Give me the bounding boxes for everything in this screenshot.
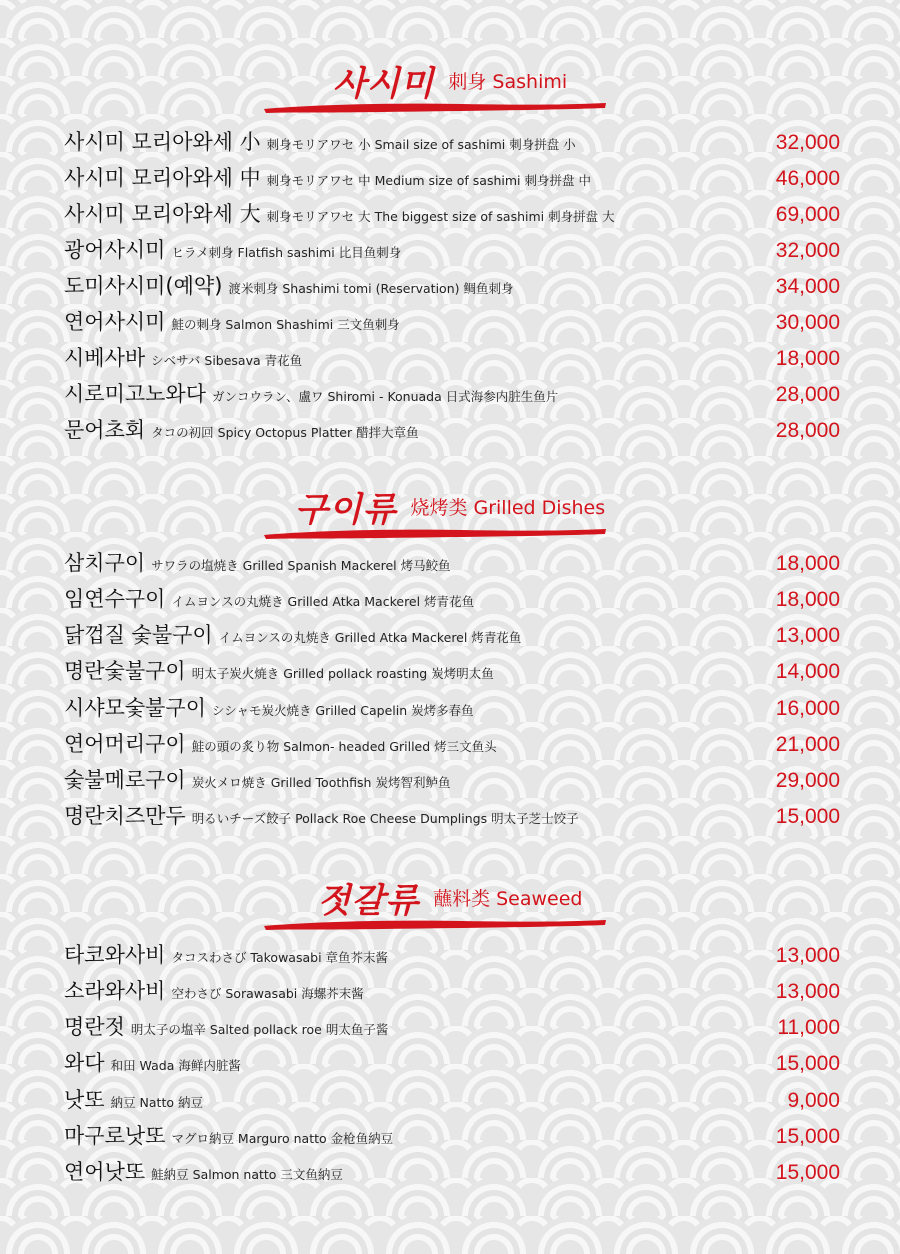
item-price: 15,000 bbox=[775, 1125, 840, 1148]
menu-item bbox=[64, 342, 840, 378]
menu-item bbox=[64, 126, 840, 162]
item-description: サワラの塩焼き Grilled Spanish Mackerel 烤马鲛鱼 bbox=[151, 558, 451, 573]
menu-item bbox=[64, 378, 840, 414]
section-header-grilled bbox=[0, 482, 900, 542]
menu-item bbox=[64, 975, 840, 1011]
section-title: 구이류 bbox=[294, 490, 397, 530]
item-price: 30,000 bbox=[775, 311, 840, 334]
item-description: 刺身モリアワセ 大 The biggest size of sashimi 刺身拼盘 大 bbox=[266, 209, 615, 224]
menu-item bbox=[64, 1084, 840, 1120]
item-name: 도미사시미(예약) bbox=[64, 274, 223, 298]
item-name: 삼치구이 bbox=[64, 551, 146, 575]
item-name: 명란젓 bbox=[64, 1015, 125, 1039]
item-description: タコスわさび Takowasabi 章鱼芥末酱 bbox=[171, 950, 389, 965]
menu-item bbox=[64, 162, 840, 198]
menu-item bbox=[64, 764, 840, 800]
item-name: 마구로낫또 bbox=[64, 1124, 166, 1148]
menu-item bbox=[64, 655, 840, 691]
item-price: 21,000 bbox=[775, 733, 840, 756]
item-description: 空わさび Sorawasabi 海螺芥末酱 bbox=[171, 986, 364, 1001]
item-price: 16,000 bbox=[775, 697, 840, 720]
menu-item bbox=[64, 728, 840, 764]
menu-item bbox=[64, 547, 840, 583]
item-price: 28,000 bbox=[775, 419, 840, 442]
menu-item bbox=[64, 1120, 840, 1156]
section-subtitle: 蘸料类 Seaweed bbox=[433, 888, 583, 910]
item-name: 명란치즈만두 bbox=[64, 804, 186, 828]
menu-item bbox=[64, 939, 840, 975]
section-subtitle: 烧烤类 Grilled Dishes bbox=[410, 497, 606, 519]
item-name: 와다 bbox=[64, 1051, 105, 1075]
brush-stroke-divider bbox=[262, 526, 608, 540]
brush-stroke-divider bbox=[262, 100, 608, 114]
section-subtitle: 刺身 Sashimi bbox=[448, 71, 568, 93]
item-description: 鮭納豆 Salmon natto 三文鱼納豆 bbox=[151, 1167, 343, 1182]
item-name: 시로미고노와다 bbox=[64, 382, 207, 406]
item-price: 32,000 bbox=[775, 131, 840, 154]
menu-item bbox=[64, 1047, 840, 1083]
item-description: 刺身モリアワセ 小 Smail size of sashimi 刺身拼盘 小 bbox=[266, 137, 576, 152]
item-description: シベサバ Sibesava 青花鱼 bbox=[151, 353, 303, 368]
item-name: 타코와사비 bbox=[64, 943, 166, 967]
item-price: 69,000 bbox=[775, 203, 840, 226]
item-price: 28,000 bbox=[775, 383, 840, 406]
item-description: 明太子の塩辛 Salted pollack roe 明太鱼子酱 bbox=[130, 1022, 389, 1037]
section-title: 사시미 bbox=[332, 64, 435, 104]
item-price: 15,000 bbox=[775, 805, 840, 828]
item-name: 소라와사비 bbox=[64, 979, 166, 1003]
item-description: 明るいチーズ餃子 Pollack Roe Cheese Dumplings 明太子芝士饺子 bbox=[191, 811, 579, 826]
item-name: 닭껍질 숯불구이 bbox=[64, 623, 213, 647]
item-price: 34,000 bbox=[775, 275, 840, 298]
item-name: 숯불메로구이 bbox=[64, 768, 186, 792]
item-name: 낫또 bbox=[64, 1088, 105, 1112]
section-title: 젓갈류 bbox=[317, 881, 420, 921]
item-name: 연어머리구이 bbox=[64, 732, 186, 756]
item-price: 13,000 bbox=[775, 980, 840, 1003]
item-description: イムヨンスの丸焼き Grilled Atka Mackerel 烤青花鱼 bbox=[171, 594, 475, 609]
menu-item bbox=[64, 1156, 840, 1192]
menu-item bbox=[64, 1011, 840, 1047]
item-description: シシャモ炭火焼き Grilled Capelin 炭烤多春鱼 bbox=[212, 703, 474, 718]
item-name: 시베사바 bbox=[64, 346, 146, 370]
item-name: 사시미 모리아와세 中 bbox=[64, 166, 261, 190]
item-description: マグロ納豆 Marguro natto 金枪鱼納豆 bbox=[171, 1131, 394, 1146]
menu-item bbox=[64, 414, 840, 450]
item-description: 鮭の頭の炙り物 Salmon- headed Grilled 烤三文鱼头 bbox=[191, 739, 497, 754]
item-description: 渡米刺身 Shashimi tomi (Reservation) 鲷鱼刺身 bbox=[228, 281, 514, 296]
item-price: 18,000 bbox=[775, 552, 840, 575]
item-price: 9,000 bbox=[787, 1089, 840, 1112]
item-name: 사시미 모리아와세 大 bbox=[64, 202, 261, 226]
item-price: 14,000 bbox=[775, 660, 840, 683]
menu-item bbox=[64, 692, 840, 728]
item-price: 18,000 bbox=[775, 347, 840, 370]
item-name: 임연수구이 bbox=[64, 587, 166, 611]
item-description: 納豆 Natto 納豆 bbox=[110, 1095, 203, 1110]
item-price: 13,000 bbox=[775, 624, 840, 647]
item-description: イムヨンスの丸焼き Grilled Atka Mackerel 烤青花鱼 bbox=[218, 630, 522, 645]
item-description: 刺身モリアワセ 中 Medium size of sashimi 刺身拼盘 中 bbox=[266, 173, 591, 188]
item-name: 명란숯불구이 bbox=[64, 659, 186, 683]
menu-item bbox=[64, 306, 840, 342]
section-header-seaweed bbox=[0, 873, 900, 933]
item-name: 사시미 모리아와세 小 bbox=[64, 130, 261, 154]
item-description: 明太子炭火焼き Grilled pollack roasting 炭烤明太鱼 bbox=[191, 666, 494, 681]
item-price: 13,000 bbox=[775, 944, 840, 967]
item-name: 연어사시미 bbox=[64, 310, 166, 334]
menu-item bbox=[64, 234, 840, 270]
item-price: 29,000 bbox=[775, 769, 840, 792]
brush-stroke-divider bbox=[262, 917, 608, 931]
item-description: ガンコウラン、盧ワ Shiromi - Konuada 日式海参内脏生鱼片 bbox=[212, 389, 559, 404]
item-description: ヒラメ刺身 Flatfish sashimi 比目鱼刺身 bbox=[171, 245, 402, 260]
item-description: 和田 Wada 海鲜内脏酱 bbox=[110, 1058, 241, 1073]
item-name: 문어초회 bbox=[64, 418, 146, 442]
menu-item bbox=[64, 619, 840, 655]
item-price: 15,000 bbox=[775, 1052, 840, 1075]
menu-item bbox=[64, 270, 840, 306]
item-price: 11,000 bbox=[777, 1016, 840, 1039]
item-name: 연어낫또 bbox=[64, 1160, 146, 1184]
item-description: タコの初回 Spicy Octopus Platter 醋拌大章鱼 bbox=[151, 425, 419, 440]
menu-item bbox=[64, 583, 840, 619]
menu-item bbox=[64, 198, 840, 234]
item-name: 시샤모숯불구이 bbox=[64, 696, 207, 720]
item-price: 32,000 bbox=[775, 239, 840, 262]
section-header-sashimi bbox=[0, 56, 900, 116]
item-price: 15,000 bbox=[775, 1161, 840, 1184]
item-name: 광어사시미 bbox=[64, 238, 166, 262]
item-price: 18,000 bbox=[775, 588, 840, 611]
item-description: 炭火メロ焼き Grilled Toothfish 炭烤智利鲈鱼 bbox=[191, 775, 451, 790]
menu-item bbox=[64, 800, 840, 836]
item-description: 鮭の刺身 Salmon Shashimi 三文鱼刺身 bbox=[171, 317, 400, 332]
item-price: 46,000 bbox=[775, 167, 840, 190]
